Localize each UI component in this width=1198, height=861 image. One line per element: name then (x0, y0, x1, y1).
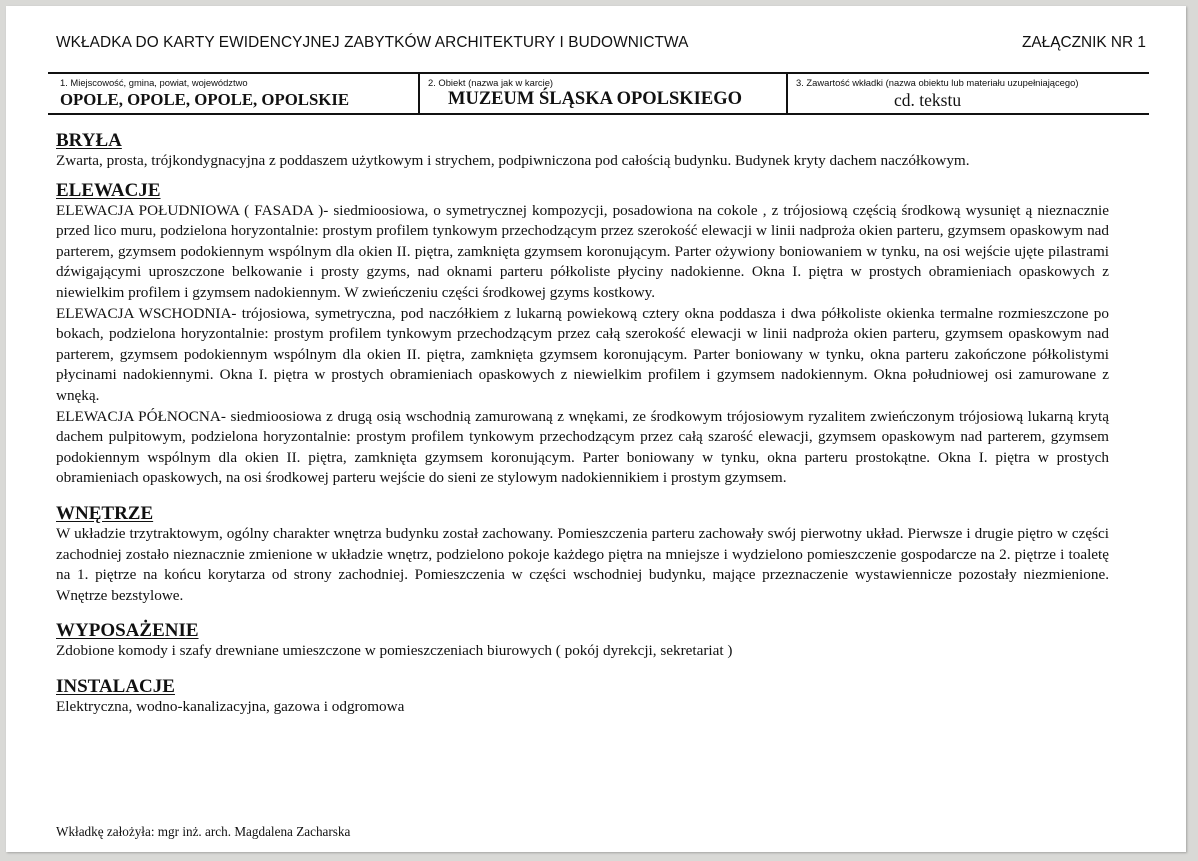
object-value: MUZEUM ŚLĄSKA OPOLSKIEGO (448, 89, 742, 109)
section-bryla (56, 130, 1109, 172)
paragraph: ELEWACJA PÓŁNOCNA- siedmioosiowa z drugą osią wschodnią zamurowaną z wnękami, ze środkowym trójosiowym ryzalitem zwieńczonym trójosiową lukarną krytą dachem pulpitowym, podzielona horyzontalnie: prostym profilem tynkowym przechodzącym przez całą szarość elewacji, gzymsem opaskowym nad parterem, gzymsem podokiennym wspólnym dla okien II. piętra, zamknięta gzymsem koronującym. Parter boniowany w tynku, okna parteru prostokątne. Okna I. piętra w prostych obramieniach opaskowych, na osi środkowej parteru wejście do sieni ze stylowym nadokiennikiem i prostym gzymsem. (56, 407, 1109, 487)
paragraph: ELEWACJA POŁUDNIOWA ( FASADA )- siedmioosiowa, o symetrycznej kompozycji, posadowiona na cokole , z trójosiową częścią środkową wysunięt ą nieznacznie przed lico muru, podzielona horyzontalnie: prostym profilem tynkowym przechodzącym przez szerokość elewacji w linii nadproża okien parteru, gzymsem opaskowym nad parterem, gzymsem podokiennym wspólnym dla okien II. piętra, zamknięta gzymsem koronującym. Parter ożywiony boniowaniem w tynku, na osi wejście ujęte pilastrami dźwigającymi uproszczone belkowanie i prosty gzyms, nad oknami parteru półkoliste płyciny nadokienne. Okna I. piętra w prostych obramieniach opaskowych z niewielkim profilem i gzymsem nadokiennym. W zwieńczeniu części środkowej gzyms kostkowy. (56, 201, 1109, 301)
section-heading: BRYŁA (56, 130, 122, 151)
section-body (56, 151, 1109, 172)
paragraph: Elektryczna, wodno-kanalizacyjna, gazowa i odgromowa (56, 697, 405, 715)
insert-content-label: 3. Zawartość wkładki (nazwa obiektu lub materiału uzupełniającego) (796, 77, 1079, 88)
section-body (56, 697, 1109, 718)
paragraph: ELEWACJA WSCHODNIA- trójosiowa, symetryczna, pod naczółkiem z lukarną powiekową cztery okna poddasza i dwa półkoliste okienka termalne rozmieszczone po bokach, podzielona horyzontalnie: prostym profilem tynkowym przechodzącym przez całą szerokość elewacji w linii nadproża okien parteru, gzymsem opaskowym nad parterem, gzymsem podokiennym wspólnym dla okien II. piętra, zamknięta gzymsem koronującym. Parter boniowany w tynku, okna parteru zakończone półkolistymi płycinami nadokiennymi. Okna I. piętra w prostych obramieniach opaskowych z niewielkim profilem i gzymsem nadokiennym. Okna południowej osi zamurowane z wnęką. (56, 304, 1109, 404)
section-elewacje (56, 180, 1109, 489)
document-title: WKŁADKA DO KARTY EWIDENCYJNEJ ZABYTKÓW ARCHITEKTURY I BUDOWNICTWA (56, 34, 689, 51)
insert-content-value: cd. tekstu (894, 90, 962, 110)
document-content (56, 130, 1109, 717)
annex-number: ZAŁĄCZNIK NR 1 (1021, 34, 1146, 51)
section-body (56, 201, 1109, 489)
location-field (48, 74, 418, 113)
paragraph: W układzie trzytraktowym, ogólny charakter wnętrza budynku został zachowany. Pomieszczenia parteru zachowały swój pierwotny układ. Pierwsze i drugie piętro w części zachodniej zostało nieznacznie zmienione w układzie wnętrz, podzielono pokoje każdego piętra na mniejsze i wydzielono pomieszczenie gospodarcze na 2. piętrze i toaletę na 1. piętrze na końcu korytarza od strony zachodniej. Pomieszczenia w części wschodniej budynku, mające przeznaczenie wystawiennicze pozostały niezmienione. Wnętrze bezstylowe. (56, 524, 1109, 604)
object-field (418, 74, 788, 113)
section-wyposazenie (56, 620, 1109, 662)
section-body (56, 641, 1109, 662)
paragraph: Zwarta, prosta, trójkondygnacyjna z poddaszem użytkowym i strychem, podpiwniczona pod całością budynku. Budynek kryty dachem naczółkowym. (56, 152, 970, 169)
section-heading: ELEWACJE (56, 179, 161, 201)
section-heading: WYPOSAŻENIE (56, 620, 199, 642)
object-label: 2. Obiekt (nazwa jak w karcie) (428, 77, 554, 88)
section-heading: INSTALACJE (56, 675, 175, 697)
section-wnetrze (56, 503, 1109, 606)
section-body (56, 524, 1109, 606)
location-label: 1. Miejscowość, gmina, powiat, województwo (60, 77, 248, 88)
paragraph: Zdobione komody i szafy drewniane umieszczone w pomieszczeniach biurowych ( pokój dyrekcji, sekretariat ) (56, 642, 733, 660)
document-sheet (6, 6, 1186, 852)
section-instalacje (56, 676, 1109, 718)
author-note: Wkładkę założyła: mgr inż. arch. Magdalena Zacharska (56, 824, 351, 839)
section-heading: WNĘTRZE (56, 502, 154, 524)
identification-fields (48, 72, 1149, 115)
location-value: OPOLE, OPOLE, OPOLE, OPOLSKIE (60, 90, 350, 109)
insert-content-field (788, 74, 1149, 113)
